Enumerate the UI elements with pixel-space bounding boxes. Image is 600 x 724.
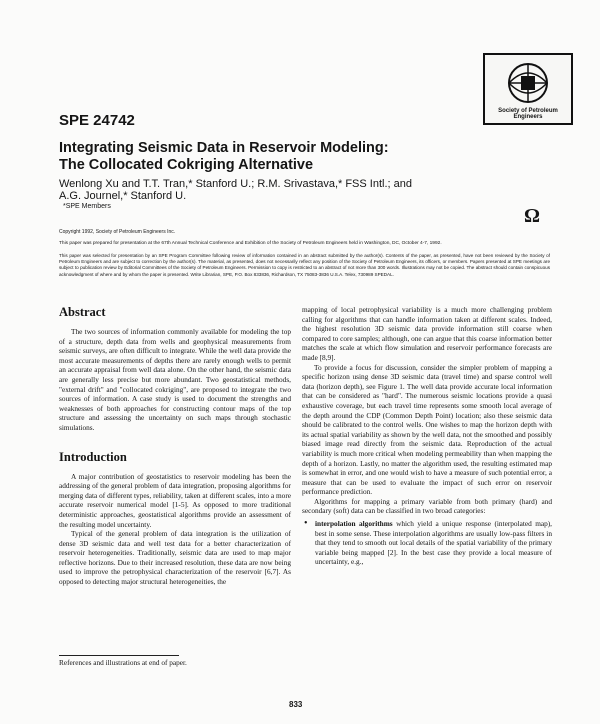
authors-line-1: Wenlong Xu and T.T. Tran,* Stanford U.; R.M. Srivastava,* FSS Intl.; and <box>59 178 412 190</box>
abstract-text: The two sources of information commonly available for modeling the top of a structure, depth data from wells and geophysical measurements from seismic surveys, are often difficult to integrate. While the well data provide the most accurate measurements of depths there are rarely enough wells to permit an accurate appraisal from well data alone. On the other hand, the seismic data are generally less precise but more abundant. Two geostatistical methods, "external drift" and "collocated cokriging", are proposed to integrate the two sources of information. A case study is used to document the strengths and weaknesses of both approaches for constructing contour maps of the top structure and assessing the uncertainty on such maps through stochastic simulations. <box>59 327 291 432</box>
right-paragraph-1: mapping of local petrophysical variability is a much more challenging problem calling for algorithms that can handle information taken at different scales. Indeed, the highest resolution 3D seismic data provide information still coarse when compared to core samples; although, one can argue that this coarse information better matches the scale at which flow simulation and reservoir performance forecasts are made [8,9]. <box>302 305 552 362</box>
prepared-for-line: This paper was prepared for presentation at the 67th Annual Technical Conference and Exhibition of the Society of Petroleum Engineers held in Washington, DC, October 4-7, 1992. <box>59 241 442 246</box>
right-paragraph-3: Algorithms for mapping a primary variable from both primary (hard) and secondary (soft) data can be classified in two broad categories: <box>302 496 552 516</box>
spe-logo <box>483 53 573 125</box>
footnote: References and illustrations at end of paper. <box>59 658 187 667</box>
logo-caption: Society of Petroleum Engineers <box>498 108 558 120</box>
footnote-divider <box>59 655 179 656</box>
bullet-text: which yield a unique response (interpolated map), best in some sense. These interpolation algorithms are usually low-pass filters in that they tend to smooth out local details of the spatial variability of the primary variable being mapped [2]. In the best case they provide a local measure of uncertainty, e.g., <box>315 519 553 567</box>
title-line-2: The Collocated Cokriging Alternative <box>59 157 314 173</box>
page-number: 833 <box>289 700 303 709</box>
left-column <box>59 305 291 587</box>
right-paragraph-2: To provide a focus for discussion, consider the simpler problem of mapping a specific horizon using dense 3D seismic data (travel time) and sparse control well data (horizon depth), see Figure 1. The well data provide accurate local information that can be considered as "hard". The numerous seismic locations provide a quasi exhaustive coverage, but each travel time represents some smooth local average of the depth around the CDP (Common Depth Point) location; also these seismic data should be calibrated to the control wells. One wishes to map the horizon depth with its actual spatial variability as shown by the well data, not the smoothed and possibly biased image read directly from the seismic data. Reproduction of the actual variability is much more critical when modeling permeability than when mapping the depth of a horizon. Lastly, no matter the algorithm used, the resulting estimated map is somewhat in error, and one would wish to have a measure of such potential error, a measure that can be used to evaluate the impact of such error on reservoir performance prediction. <box>302 362 552 497</box>
bullet-term: interpolation algorithms <box>315 519 393 529</box>
list-item <box>302 519 552 567</box>
spe-paper-number: SPE 24742 <box>59 112 135 129</box>
introduction-heading: Introduction <box>59 449 127 464</box>
members-note: *SPE Members <box>63 203 111 210</box>
intro-paragraph-1: A major contribution of geostatistics to reservoir modeling has been the addressing of the general problem of data integration, proposing algorithms for merging data of different types, reliability, taken at different scales, into a more accurate reservoir numerical model [1-5]. As opposed to more traditional deterministic approaches, geostatistical algorithms provide an assessment of the resulting model uncertainty. <box>59 471 291 529</box>
omega-symbol: Ω <box>524 205 541 227</box>
abstract-heading: Abstract <box>59 305 106 319</box>
author-list <box>59 178 479 202</box>
intro-paragraph-2: Typical of the general problem of data integration is the utilization of dense 3D seismic data and well test data for a better characterization of reservoir heterogeneities. Traditionally, seismic data are used to map major reflective horizons. Due to their increased resolution, these data are now being used to improve the petrophysical characterization of the reservoir [6,7]. As opposed to detecting major structural heterogeneities, the <box>59 529 291 587</box>
algorithm-list <box>302 519 552 567</box>
paper-title <box>59 140 389 174</box>
right-column <box>302 305 552 567</box>
title-line-1: Integrating Seismic Data in Reservoir Modeling: <box>59 140 389 156</box>
copyright-line: Copyright 1992, Society of Petroleum Engineers Inc. <box>59 229 176 235</box>
review-notice: This paper was selected for presentation by an SPE Program Committee following review of information contained in an abstract submitted by the author(s). Contents of the paper, as presented, have not been reviewed by the Society of Petroleum Engineers and are subject to correction by the author(s). The material, as presented, does not necessarily reflect any position of the Society of Petroleum Engineers, its officers, or members. Papers presented at SPE meetings are subject to publication review by Editorial Committees of the Society of Petroleum Engineers. Permission to copy is restricted to an abstract of not more than 300 words. Illustrations may not be copied. The abstract should contain conspicuous acknowledgment of where and by whom the paper is presented. Write Librarian, SPE, P.O. Box 833836, Richardson, TX 75083-3836 U.S.A. Telex, 730989 SPEDAL. <box>59 253 550 277</box>
authors-line-2: A.G. Journel,* Stanford U. <box>59 190 187 202</box>
